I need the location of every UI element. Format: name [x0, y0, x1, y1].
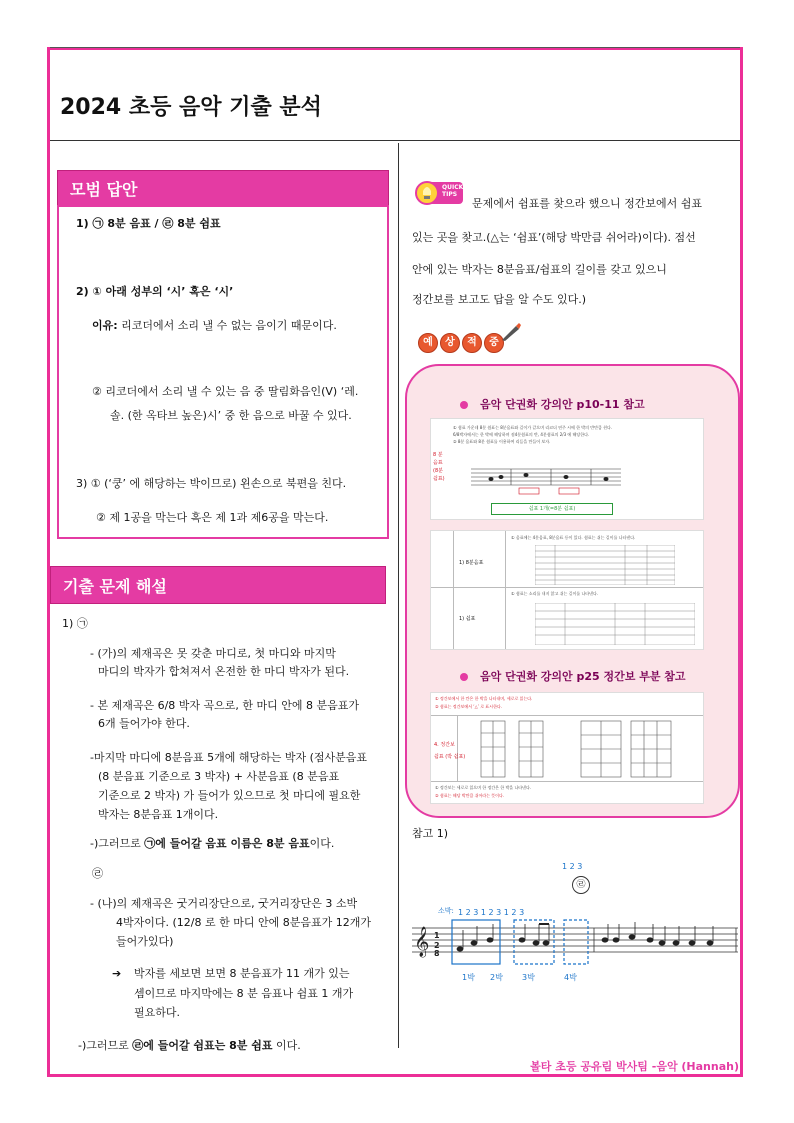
exp-p3-line2: (8 분음표 기준으로 3 박자) + 사분음표 (8 분음표 — [98, 770, 340, 783]
answer-3: 3) ① (‘쿵’ 에 해당하는 박이므로) 왼손으로 북편을 친다. — [76, 477, 347, 490]
exp-p2-line2: 6개 들어가야 한다. — [98, 717, 190, 730]
exp-p5-line3: 필요하다. — [134, 1006, 181, 1019]
exp-conclusion-2: -)그러므로 ㉣에 들어갈 쉼표는 8분 쉼표 이다. — [78, 1039, 301, 1052]
answer-circle-mark: ㉣ — [572, 876, 590, 894]
img2-table — [535, 545, 675, 585]
img3-table — [535, 603, 695, 645]
reason-text: 리코더에서 소리 낼 수 없는 음이기 때문이다. — [121, 319, 337, 332]
img1-side-label: 8 분음표 (8분 쉼표) — [433, 452, 445, 482]
prediction-badge: 예 상 적 중 — [418, 330, 506, 353]
quick-tips-badge-text: QUICK TIPS — [442, 184, 464, 198]
title-divider — [50, 140, 740, 141]
svg-text:2: 2 — [434, 941, 440, 950]
tips-line4: 정간보를 보고도 답을 알 수도 있다.) — [412, 293, 587, 306]
reference-image-1: 8 분음표 (8분 쉼표) ① 쉼표 가운데 8분 쉼표는 8분음표와 길이가 같으며 리코더 연주 시에 한 박의 반만큼 쉰다. 6/8박자에서는 한 박에 해당하며 점4분쉼표의 반, 4분쉼표의 2/3 에 해당한다. ② 8분 음표와 8분 쉼표를 이용하여 리듬을 만들어 보자. 쉼표 1개(=8분 쉼표) — [430, 418, 704, 520]
exp-p5-line2: 셈이므로 마지막에는 8 분 음표나 쉼표 1 개가 — [134, 987, 354, 1000]
exp-p3-line4: 박자는 8분음표 1개이다. — [98, 808, 219, 821]
img4-grid — [471, 719, 691, 779]
beat-2-label: 2박 — [490, 973, 503, 982]
svg-text:1: 1 — [434, 931, 440, 940]
img1-caption: 쉼표 1개(=8분 쉼표) — [491, 503, 613, 515]
answer-2b-line1: ② 리코더에서 소리 낼 수 있는 음 중 딸림화음인(V) ‘레. — [92, 385, 359, 398]
exp-p4-line3: 들어가있다) — [116, 935, 174, 948]
exp-p1-line1: - (가)의 제재곡은 못 갖춘 마디로, 첫 마디와 마지막 — [90, 647, 336, 660]
top-beat-counts: 1 2 3 — [562, 862, 583, 871]
exp-p5-line1: 박자를 세보면 보면 8 분음표가 11 개가 있는 — [134, 967, 350, 980]
ref-title-2: 음악 단권화 강의안 p25 정간보 부분 참고 — [460, 668, 686, 684]
column-divider — [398, 143, 399, 1048]
arrow-icon: ➔ — [112, 967, 122, 980]
tips-line3: 안에 있는 박자는 8분음표/쉼표의 길이를 갖고 있으니 — [412, 263, 667, 276]
svg-text:8: 8 — [434, 949, 440, 958]
exp-p4-line2: 4박자이다. (12/8 로 한 마디 안에 8분음표가 12개가 — [116, 916, 371, 929]
reference-image-2: 1) 8분음표 1) 쉼표 ① 음표에는 4분음표, 8분음표 등이 있다. 쉼표는 쉬는 길이를 나타낸다. ① 쉼표는 소리를 내지 않고 쉬는 길이를 나타낸다. — [430, 530, 704, 650]
beat-1-label: 1박 — [462, 973, 475, 982]
sobak-label: 소박: — [438, 907, 454, 915]
page-title: 2024 초등 음악 기출 분석 — [60, 95, 322, 120]
bullet-icon — [460, 401, 468, 409]
explanation-header: 기출 문제 해설 — [50, 566, 386, 604]
exp-p3-line1: -마지막 마디에 8분음표 5개에 해당하는 박자 (점사분음표 — [90, 751, 368, 764]
bullet-icon — [460, 673, 468, 681]
explanation-item-1: 1) ㉠ — [62, 617, 88, 630]
beat-counts: 1 2 3 1 2 3 1 2 3 — [458, 908, 525, 917]
exp-p3-line3: 기준으로 2 박자) 가 들어가 있으므로 첫 마디에 필요한 — [98, 789, 361, 802]
answer-3b: ② 제 1공을 막는다 혹은 제 1과 제6공을 막는다. — [96, 511, 329, 524]
score-staff — [410, 918, 740, 970]
pen-icon — [500, 322, 522, 346]
exp-p4-line1: - (나)의 제재곡은 굿거리장단으로, 굿거리장단은 3 소박 — [90, 897, 358, 910]
reason-label: 이유: — [92, 319, 118, 332]
answer-1: 1) ㉠ 8분 음표 / ㉣ 8분 쉼표 — [76, 217, 221, 230]
beat-3-label: 3박 — [522, 973, 535, 982]
answer-2: 2) ① 아래 성부의 ‘시’ 혹은 ‘시’ — [76, 285, 234, 298]
exp-p1-line2: 마디의 박자가 합쳐져서 온전한 한 마디 박자가 된다. — [98, 665, 350, 678]
reference-image-4: ① 정간보에서 한 칸은 한 박을 나타내며, 세로로 읽는다. ② 쉼표는 정간보에서 ‘△’ 로 표시한다. 4. 정간보 쉼표 (박 쉼표) ① 정간보는 세로로 읽으며 한 정간은 한 박을 나타낸다. ② 쉼표는 해당 박만큼 쉬어라는 뜻이다. — [430, 692, 704, 804]
tips-line1: 문제에서 쉼표를 찾으라 했으니 정간보에서 쉼표 — [472, 197, 703, 210]
footer-credit: 볼타 초등 공유림 박사팀 -음악 (Hannah) — [530, 1060, 739, 1073]
explanation-item-2: ㉣ — [92, 867, 103, 880]
model-answer-header: 모범 답안 — [57, 170, 389, 206]
svg-text:𝄞: 𝄞 — [414, 927, 430, 957]
tips-line2: 있는 곳을 찾고.(△는 ‘쉼표’(해당 박만큼 쉬어라)이다). 점선 — [412, 231, 696, 244]
ref-title-1: 음악 단권화 강의안 p10-11 참고 — [460, 396, 645, 412]
answer-2b-line2: 솔. (한 옥타브 높은)시’ 중 한 음으로 바꿀 수 있다. — [110, 409, 352, 422]
beat-4-label: 4박 — [564, 973, 577, 982]
exp-p2-line1: - 본 제재곡은 6/8 박자 곡으로, 한 마디 안에 8 분음표가 — [90, 699, 360, 712]
reference-label: 참고 1) — [412, 827, 449, 840]
top-divider — [50, 47, 740, 48]
answer-2-reason — [92, 318, 337, 334]
exp-conclusion-1: -)그러므로 ㉠에 들어갈 음표 이름은 8분 음표이다. — [90, 837, 335, 850]
img1-staff — [471, 463, 621, 495]
